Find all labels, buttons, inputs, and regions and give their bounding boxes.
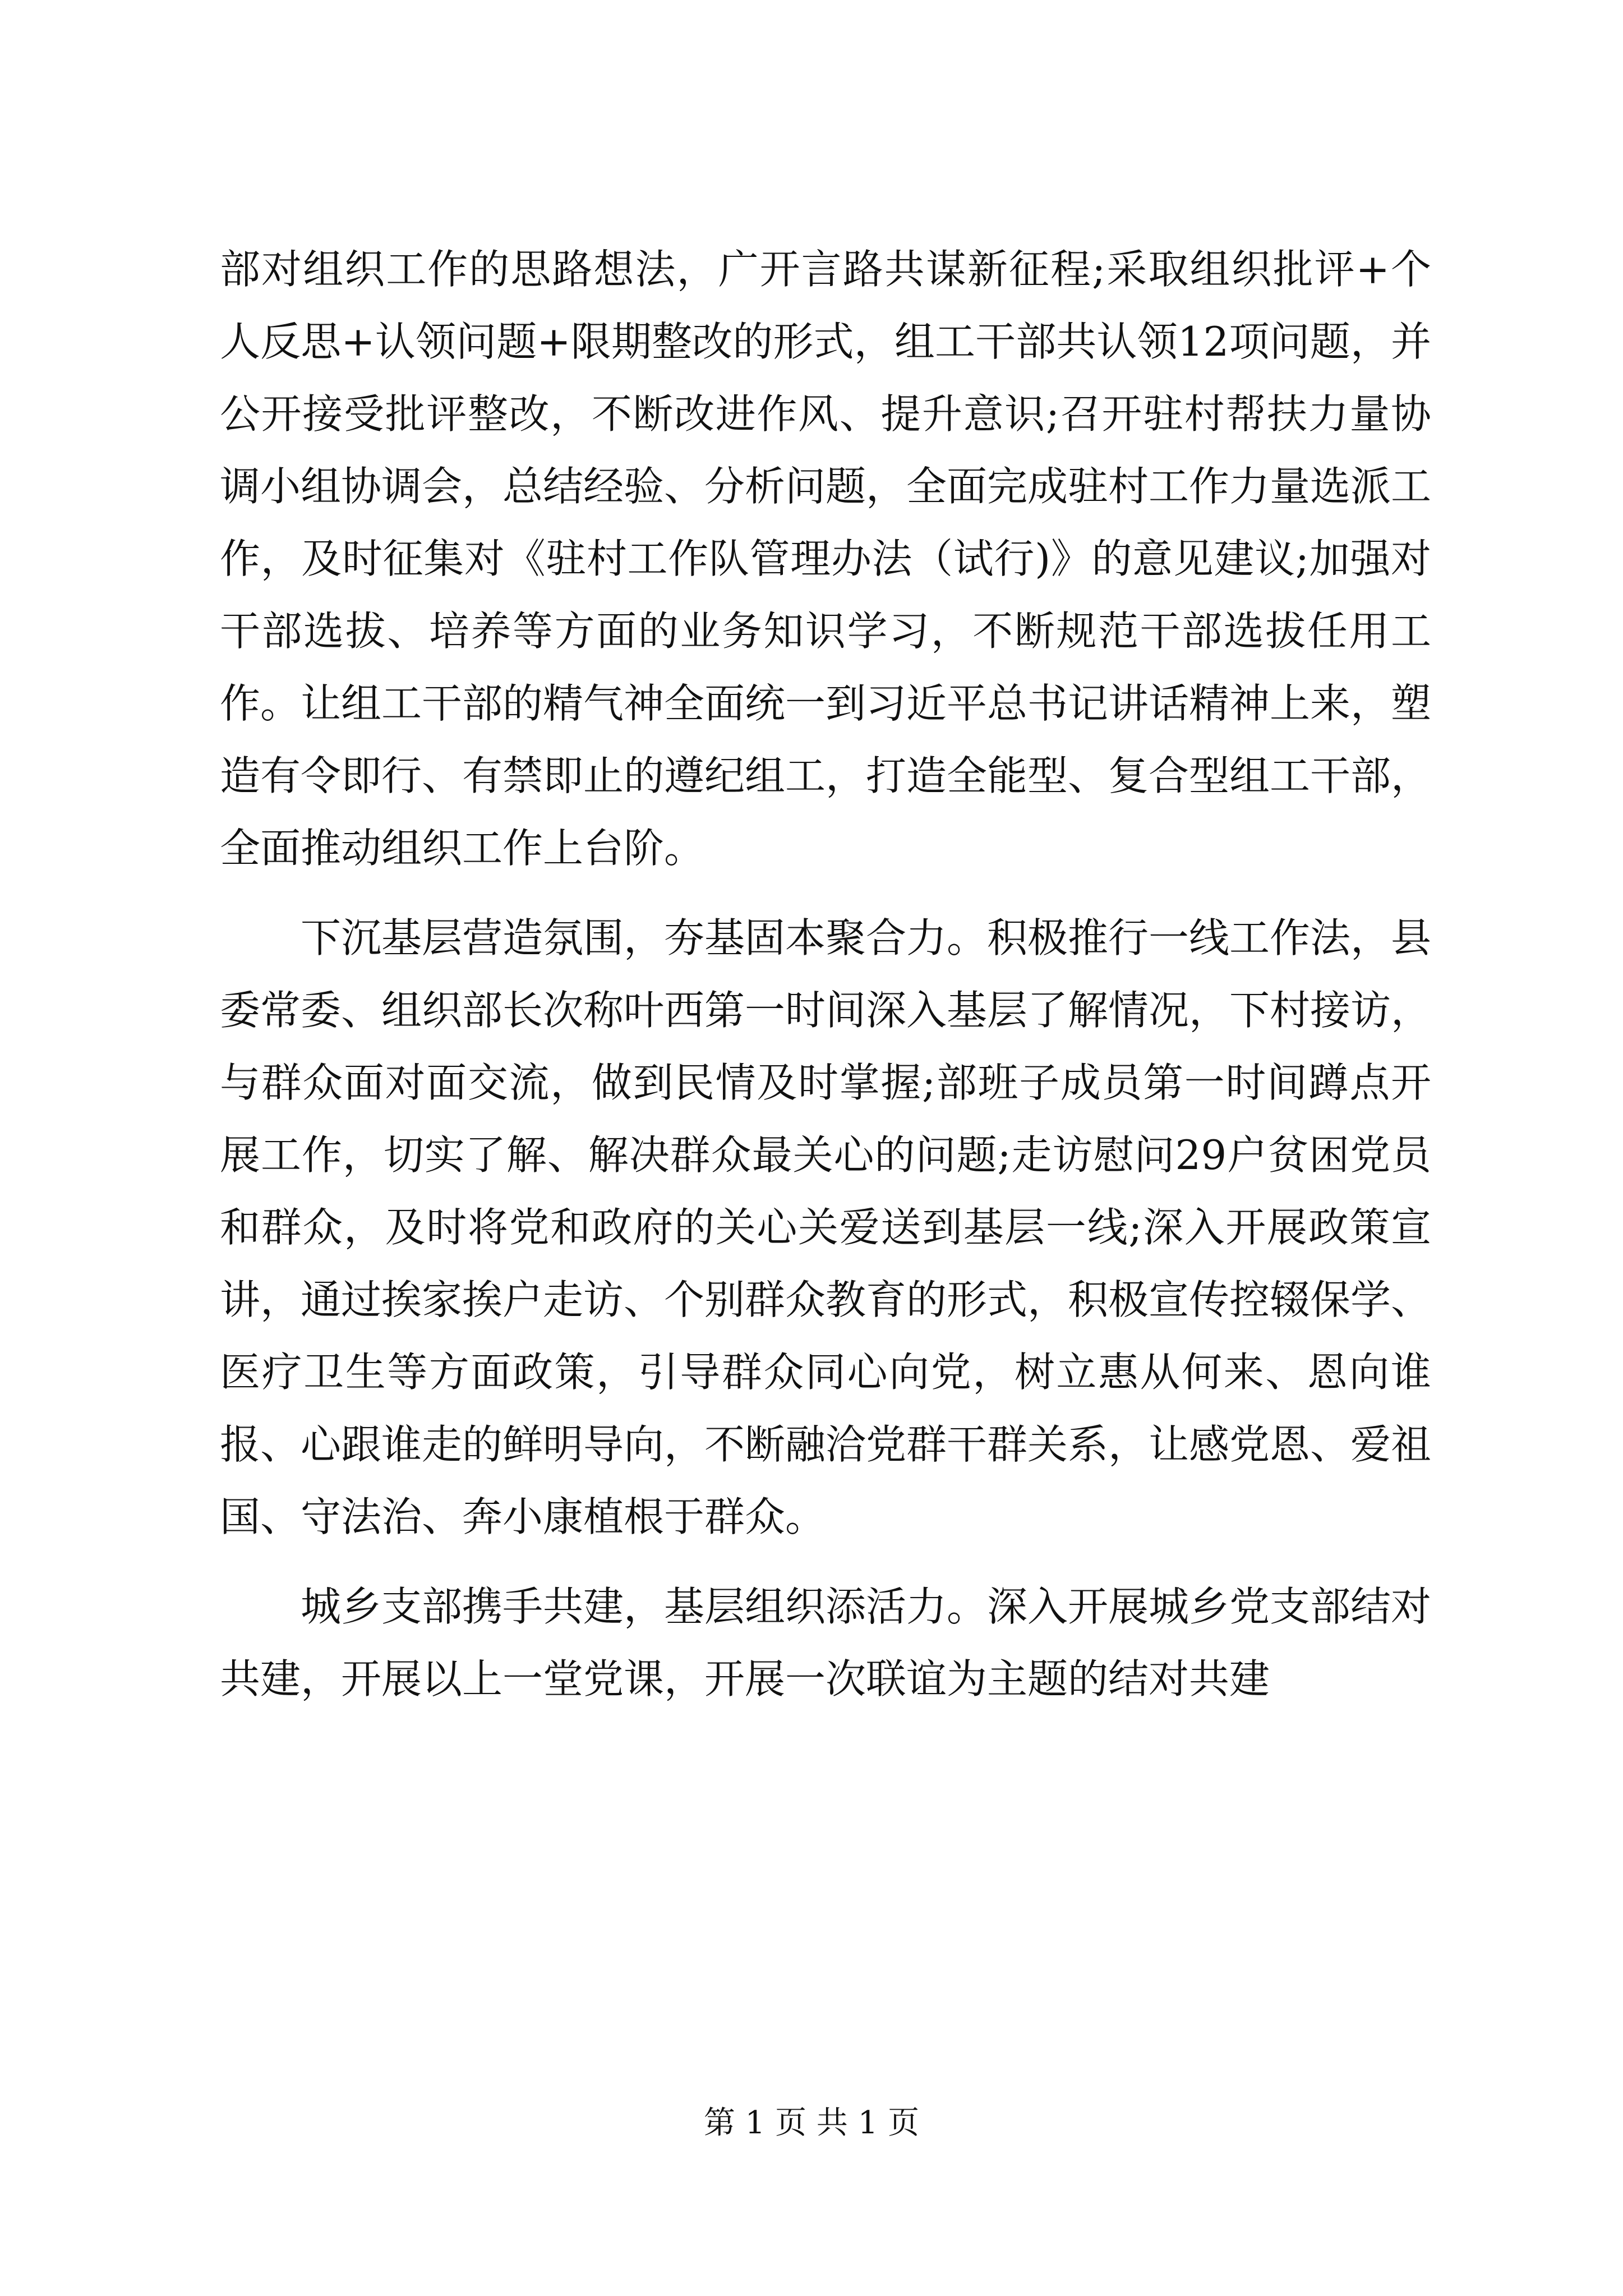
paragraph-continuation: 部对组织工作的思路想法，广开言路共谋新征程;采取组织批评+个人反思+认领问题+限期整改的形式，组工干部共认领12项问题，并公开接受批评整改，不断改进作风、提升意识;召开驻村帮扶力量协调小组协调会，总结经验、分析问题，全面完成驻村工作力量选派工作，及时征集对《驻村工作队管理办法（试行)》的意见建议;加强对干部选拔、培养等方面的业务知识学习，不断规范干部选拔任用工作。让组工干部的精气神全面统一到习近平总书记讲话精神上来，塑造有令即行、有禁即止的遵纪组工，打造全能型、复合型组工干部，全面推动组织工作上台阶。 xyxy=(220,246,1432,872)
page-footer: 第 1 页 共 1 页 xyxy=(703,2105,920,2141)
paragraph-urban-rural: 城乡支部携手共建，基层组织添活力。深入开展城乡党支部结对共建，开展以上一堂党课，开展一次联谊为主题的结对共建 xyxy=(220,1583,1432,1703)
document-body xyxy=(220,233,1431,1733)
paragraph-grassroots: 下沉基层营造氛围，夯基固本聚合力。积极推行一线工作法，县委常委、组织部长次称叶西第一时间深入基层了解情况，下村接访，与群众面对面交流，做到民情及时掌握;部班子成员第一时间蹲点开展工作，切实了解、解决群众最关心的问题;走访慰问29户贫困党员和群众，及时将党和政府的关心关爱送到基层一线;深入开展政策宣讲，通过挨家挨户走访、个别群众教育的形式，积极宣传控辍保学、医疗卫生等方面政策，引导群众同心向党，树立惠从何来、恩向谁报、心跟谁走的鲜明导向，不断融洽党群干群关系，让感党恩、爱祖国、守法治、奔小康植根于群众。 xyxy=(220,914,1432,1540)
